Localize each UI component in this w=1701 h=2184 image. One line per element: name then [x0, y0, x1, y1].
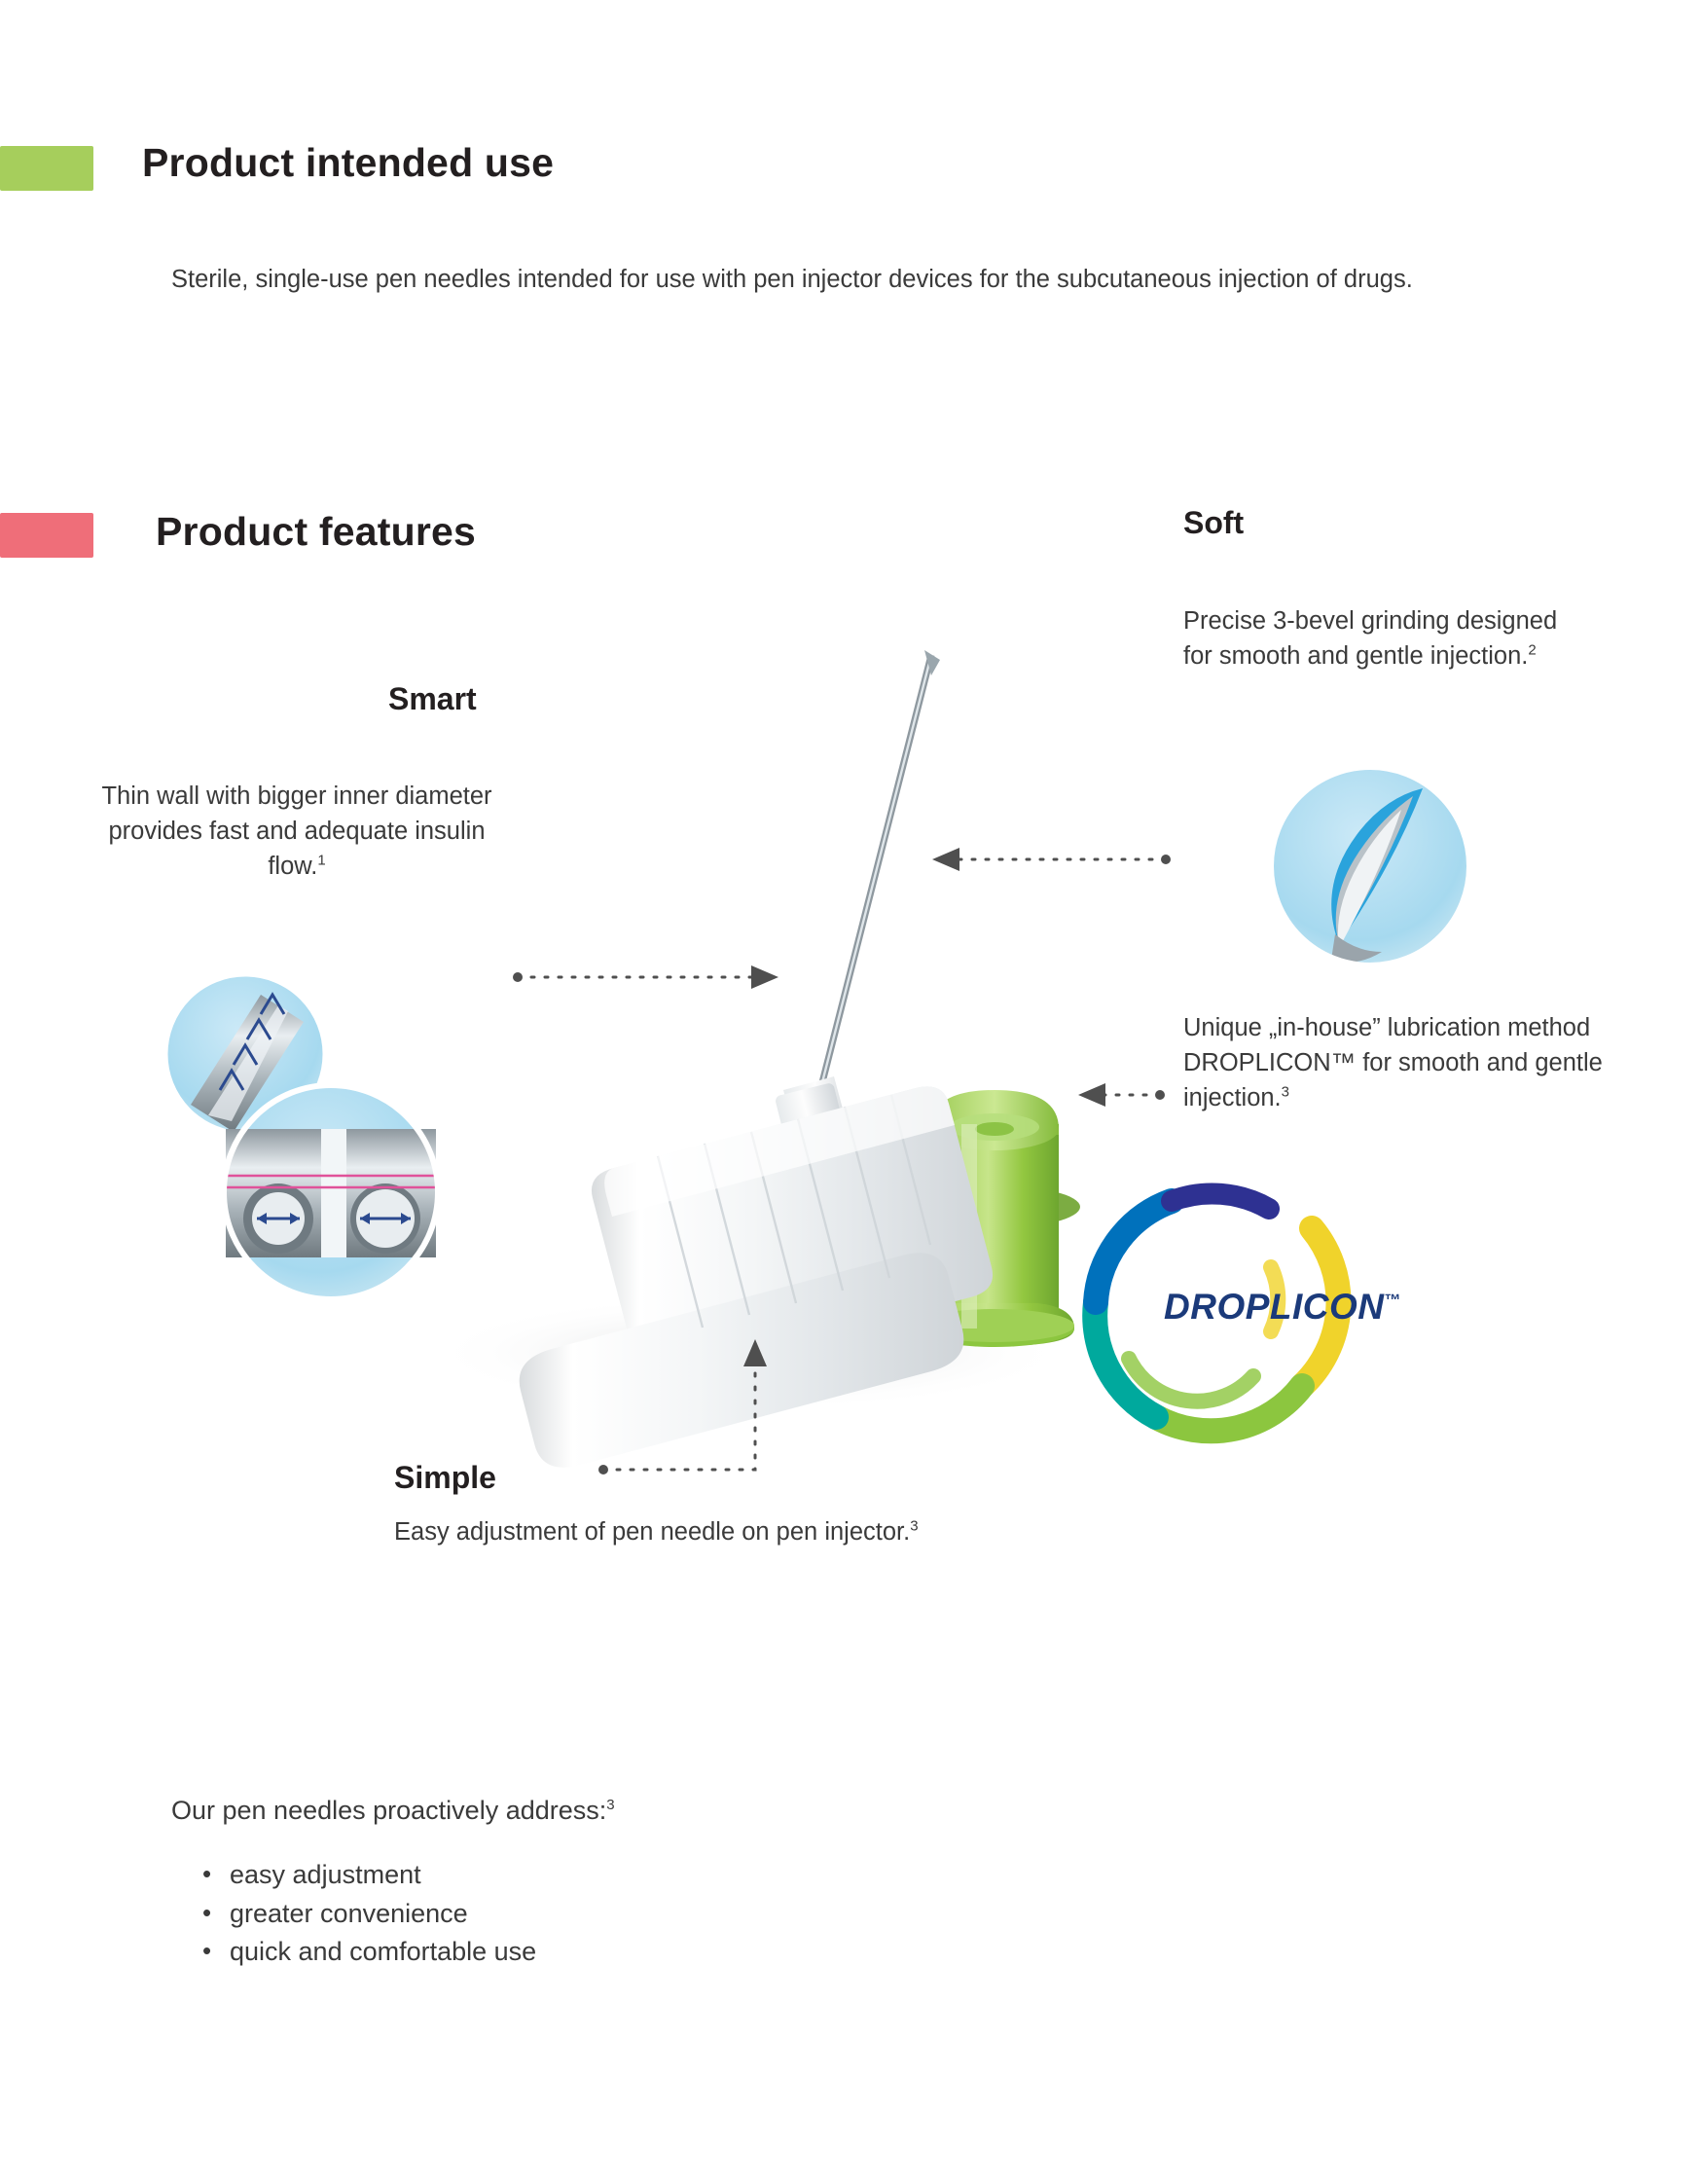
feature-footnote-soft: 2: [1528, 641, 1537, 659]
feature-text-smart: [78, 779, 516, 885]
page-title-intended-use: Product intended use: [142, 140, 555, 185]
list-item: • greater convenience: [195, 1895, 536, 1934]
connector-soft: [932, 848, 1171, 871]
intended-use-paragraph: Sterile, single-use pen needles intended for use with pen injector devices for the subcutaneous injection of drugs.: [171, 266, 1413, 293]
droplicon-wordmark-text: DROPLICON: [1164, 1287, 1385, 1327]
section-accent-bar-intended-use: [0, 146, 93, 191]
connector-simple: [598, 1339, 767, 1474]
list-item: • easy adjustment: [195, 1856, 536, 1895]
feature-text-smart-body: Thin wall with bigger inner diameter provides fast and adequate insulin flow.: [101, 783, 492, 881]
address-block-title-text: Our pen needles proactively address:: [171, 1796, 607, 1825]
detail-circle-wall-thickness: [224, 1085, 438, 1299]
section-accent-bar-features: [0, 513, 93, 558]
connector-smart: [513, 965, 778, 989]
droplicon-trademark: ™: [1384, 1291, 1401, 1310]
green-needle-cap: [909, 1090, 1080, 1347]
droplicon-wordmark: [1164, 1287, 1401, 1328]
feature-text-lubrication: [1183, 1010, 1621, 1116]
feature-footnote-simple: 3: [910, 1517, 919, 1535]
feature-text-lubrication-body: Unique „in-house” lubrication method DROPLICON™ for smooth and gentle injection.: [1183, 1014, 1603, 1112]
feature-footnote-lubrication: 3: [1281, 1083, 1289, 1101]
page-title-features: Product features: [156, 509, 476, 554]
address-block-title: [171, 1796, 615, 1826]
address-block-list: [195, 1856, 536, 1972]
feature-footnote-smart: 1: [317, 852, 326, 869]
detail-circle-bevel-tip: [1271, 767, 1469, 965]
address-block-footnote: 3: [606, 1797, 615, 1813]
needle-shaft: [820, 650, 940, 1090]
list-item: • quick and comfortable use: [195, 1933, 536, 1972]
connector-lubrication: [1078, 1083, 1165, 1107]
shadow: [428, 1294, 1070, 1411]
needle-hub: [520, 1076, 993, 1468]
feature-heading-smart: Smart: [388, 681, 477, 716]
detail-circle-inner-diameter: [165, 974, 325, 1134]
feature-text-simple: [394, 1514, 978, 1549]
feature-text-simple-body: Easy adjustment of pen needle on pen injector.: [394, 1518, 911, 1546]
feature-heading-simple: Simple: [394, 1460, 496, 1495]
feature-text-soft: [1183, 603, 1592, 673]
feature-heading-soft: Soft: [1183, 505, 1245, 540]
feature-text-soft-body: Precise 3-bevel grinding designed for smooth and gentle injection.: [1183, 607, 1558, 671]
